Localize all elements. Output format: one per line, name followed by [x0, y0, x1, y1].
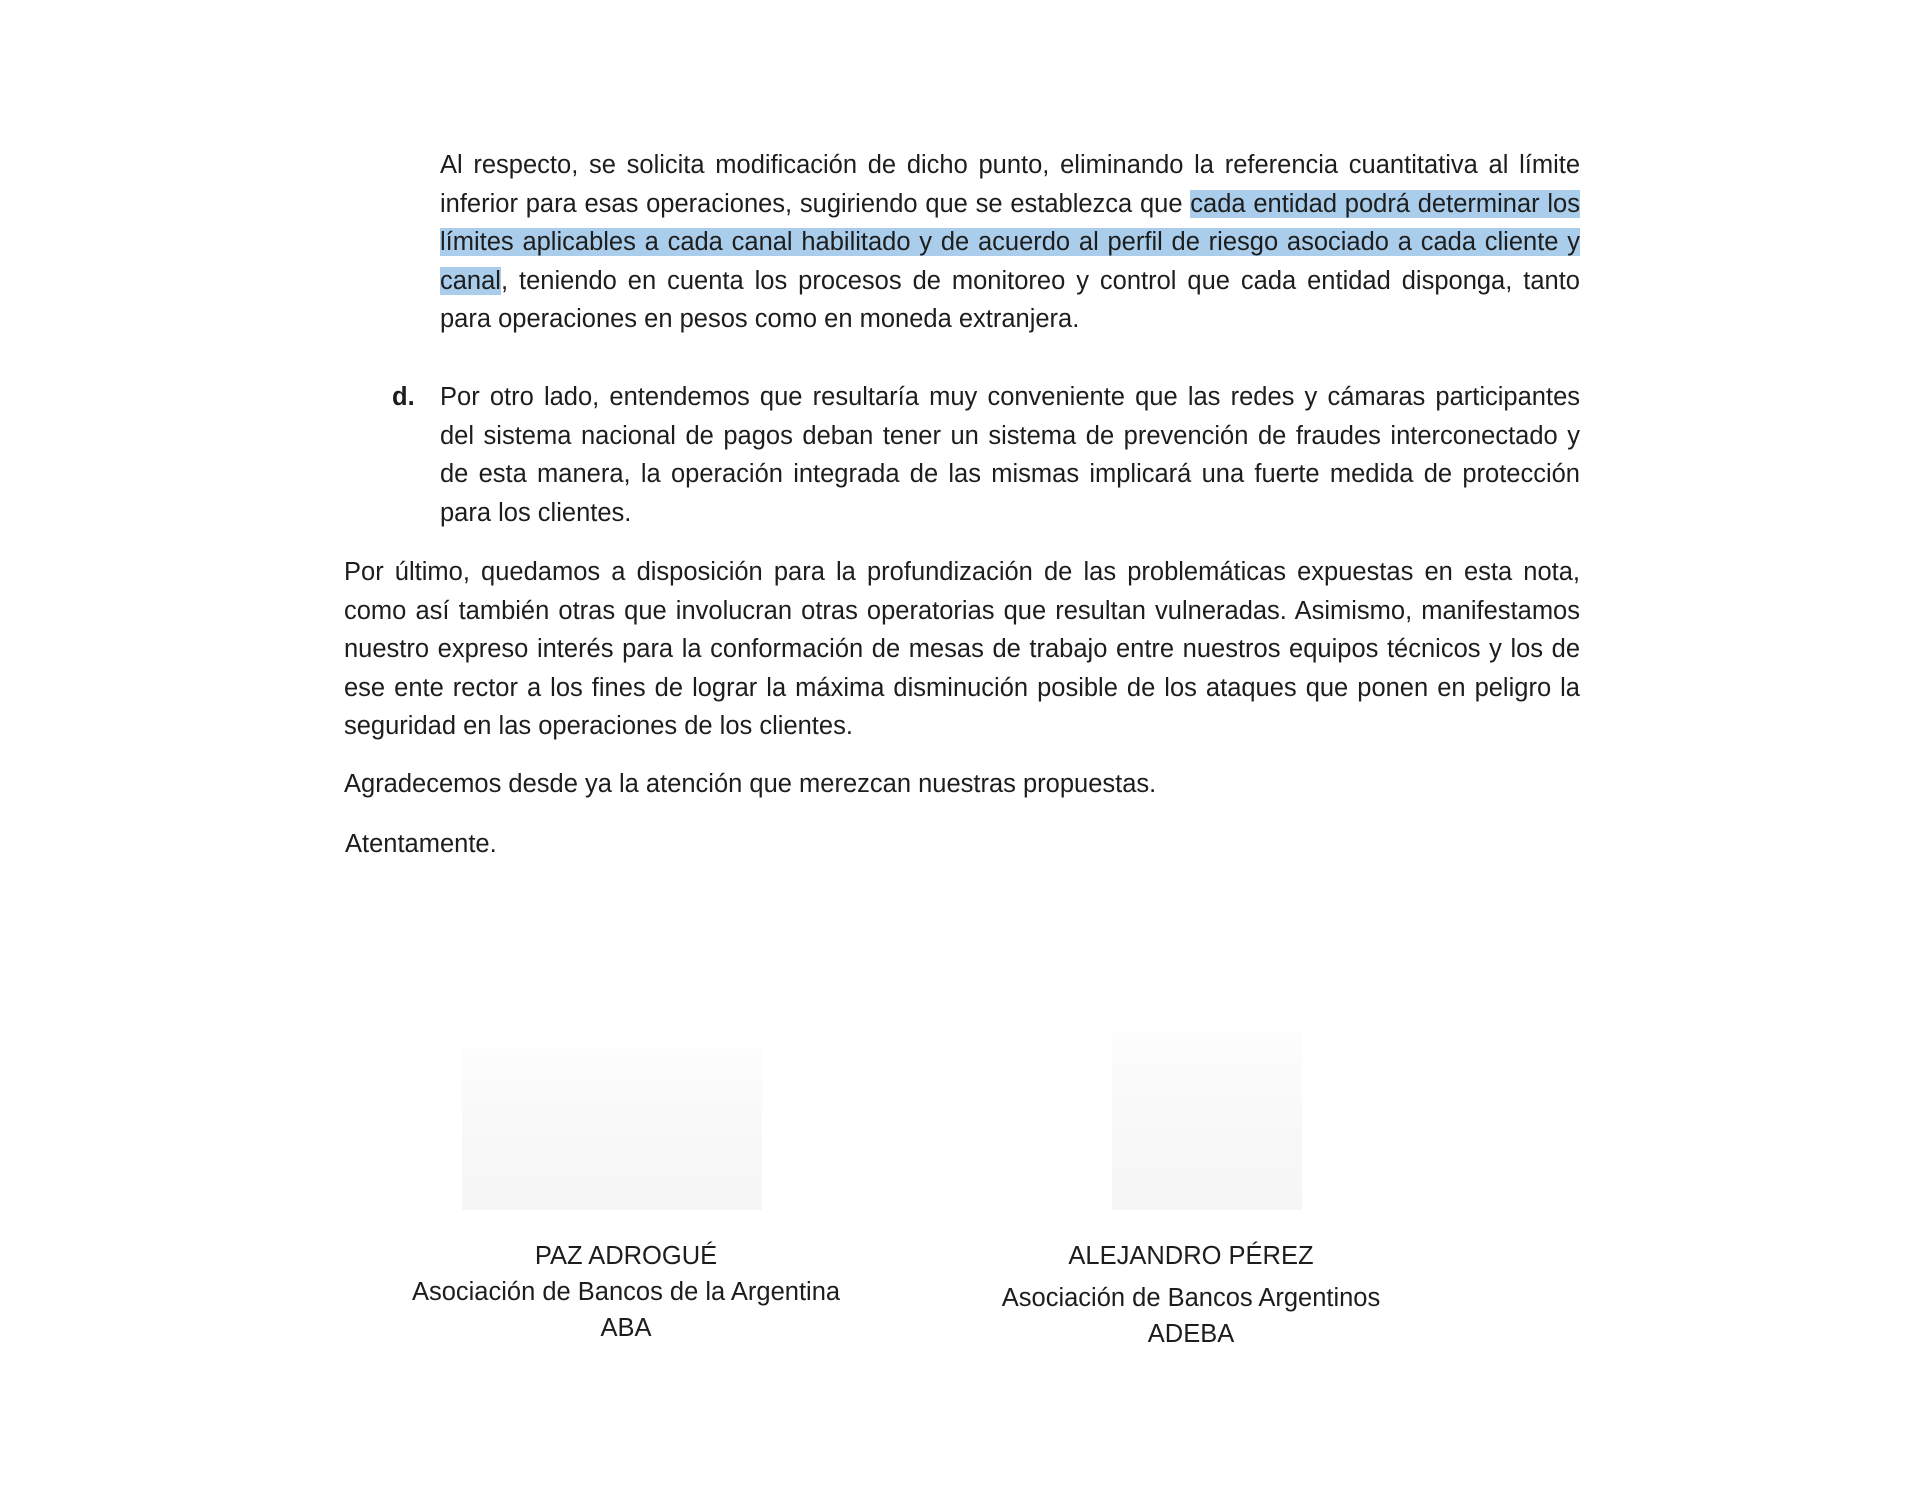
- signatory-name: ALEJANDRO PÉREZ: [1068, 1242, 1314, 1270]
- signature-block-aba: [376, 1238, 876, 1346]
- signatory-name: PAZ ADROGUÉ: [534, 1242, 718, 1270]
- signatory-acronym: ABA: [600, 1314, 652, 1342]
- thanks-line: Agradecemos desde ya la atención que merezcan nuestras propuestas.: [344, 770, 1157, 798]
- list-item-d-text: Por otro lado, entendemos que resultaría muy conveniente que las redes y cámaras participantes del sistema nacional de pagos deban tener un sistema de prevención de fraudes interconectado y de esta manera, la operación integrada de las mismas implicará una fuerte medida de protección para los clientes.: [440, 383, 1580, 527]
- highlighted-text: cada entidad podrá determinar los límites aplicables a cada canal habilitado y de acuerdo al perfil de riesgo asociado a cada cliente y canal: [440, 189, 1580, 295]
- signature-area-right: [1112, 1010, 1302, 1210]
- closing-paragraph: Por último, quedamos a disposición para la profundización de las problemáticas expuestas en esta nota, como así también otras que involucran otras operatorias que resultan vulneradas. Asimismo, manifestamos nuestro expreso interés para la conformación de mesas de trabajo entre nuestros equipos técnicos y los de ese ente rector a los fines de lograr la máxima disminución posible de los ataques que ponen en peligro la seguridad en las operaciones de los clientes.: [344, 558, 1580, 740]
- paragraph-text-after-highlight: , teniendo en cuenta los procesos de monitoreo y control que cada entidad disponga, tanto para operaciones en pesos como en moneda extranjera.: [440, 266, 1580, 333]
- signatory-organization: Asociación de Bancos Argentinos: [1001, 1284, 1381, 1312]
- signature-block-adeba: [941, 1238, 1441, 1352]
- signatory-acronym: ADEBA: [1147, 1320, 1235, 1348]
- list-item-marker-d: d.: [392, 383, 415, 411]
- paragraph-text-before-highlight: Al respecto, se solicita modificación de dicho punto, eliminando la referencia cuantitativa al límite inferior para esas operaciones, sugiriendo que se establezca que: [440, 151, 1580, 218]
- paragraph-c-continuation: [440, 146, 1580, 339]
- signatory-organization: Asociación de Bancos de la Argentina: [411, 1278, 841, 1306]
- sign-off: Atentamente.: [345, 830, 497, 858]
- signature-area-left: [462, 1028, 762, 1210]
